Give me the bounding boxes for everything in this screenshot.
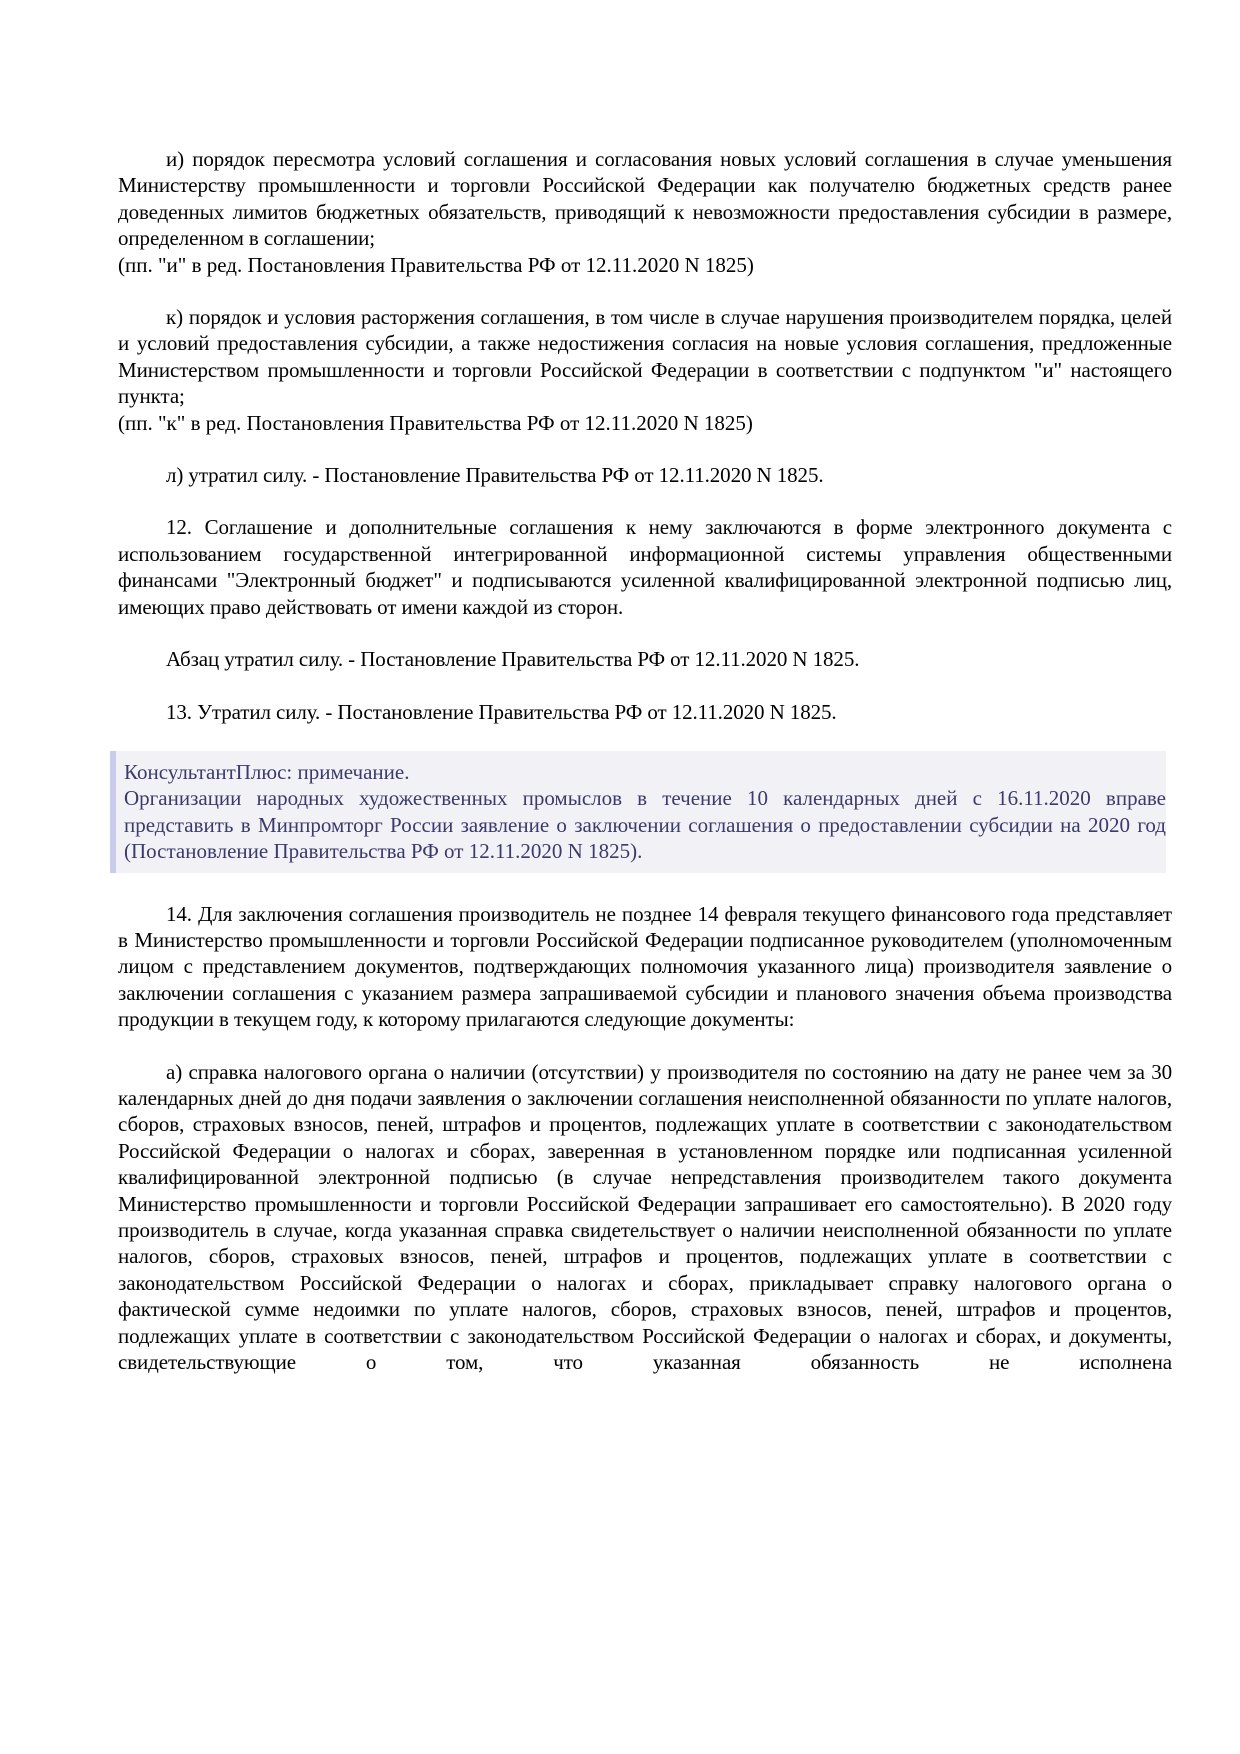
item-i-amendment-ref[interactable]: (пп. "и" в ред. Постановления Правительства РФ от 12.11.2020 N 1825) xyxy=(118,252,754,277)
note-body: Организации народных художественных промыслов в течение 10 календарных дней с 16.11.2020 вправе представить в Минпромторг России заявление о заключении соглашения о предоставлении субсидии на 2020 год (Постановление Правительства РФ от 12.11.2020 N 1825). xyxy=(124,786,1166,864)
item-l-text: л) утратил силу. - Постановление Правительства РФ от 12.11.2020 N 1825. xyxy=(166,463,824,488)
item-k-amendment-ref[interactable]: (пп. "к" в ред. Постановления Правительства РФ от 12.11.2020 N 1825) xyxy=(118,410,753,435)
note-title: КонсультантПлюс: примечание. xyxy=(124,759,410,784)
clause-14-text: 14. Для заключения соглашения производитель не позднее 14 февраля текущего финансового года представляет в Министерство промышленности и торговли Российской Федерации подписанное руководителем (уполномоченным лицом с представлением документов, подтверждающих полномочия указанного лица) производителя заявление о заключении соглашения с указанием размера запрашиваемой субсидии и планового значения объема производства продукции в текущем году, к которому прилагаются следующие документы: xyxy=(118,901,1172,1032)
item-i-text: и) порядок пересмотра условий соглашения и согласования новых условий соглашения в случае уменьшения Министерству промышленности и торговли Российской Федерации как получателю бюджетных средств ранее доведенных лимитов бюджетных обязательств, приводящий к невозможности предоставления субсидии в размере, определенном в соглашении; xyxy=(118,147,1172,251)
clause-12-repealed-paragraph: Абзац утратил силу. - Постановление Правительства РФ от 12.11.2020 N 1825. xyxy=(166,647,860,672)
clause-12-text: 12. Соглашение и дополнительные соглашения к нему заключаются в форме электронного документа с использованием государственной интегрированной информационной системы управления общественными финансами "Электронный бюджет" и подписываются усиленной квалифицированной электронной подписью лиц, имеющих право действовать от имени каждой из сторон. xyxy=(118,515,1172,619)
consultant-plus-note xyxy=(110,751,1166,873)
item-k-text: к) порядок и условия расторжения соглашения, в том числе в случае нарушения производителем порядка, целей и условий предоставления субсидии, а также недостижения согласия на новые условия соглашения, предложенные Министерством промышленности и торговли Российской Федерации в соответствии с подпунктом "и" настоящего пункта; xyxy=(118,305,1172,409)
clause-13-text: 13. Утратил силу. - Постановление Правительства РФ от 12.11.2020 N 1825. xyxy=(166,699,837,724)
clause-14-a-text: а) справка налогового органа о наличии (отсутствии) у производителя по состоянию на дату не ранее чем за 30 календарных дней до дня подачи заявления о заключении соглашения неисполненной обязанности по уплате налогов, сборов, страховых взносов, пеней, штрафов и процентов, подлежащих уплате в соответствии с законодательством Российской Федерации о налогах и сборах, заверенная в установленном порядке или подписанная усиленной квалифицированной электронной подписью (в случае непредставления производителем такого документа Министерство промышленности и торговли Российской Федерации запрашивает его самостоятельно). В 2020 году производитель в случае, когда указанная справка свидетельствует о наличии неисполненной обязанности по уплате налогов, сборов, страховых взносов, пеней, штрафов и процентов, подлежащих уплате в соответствии с законодательством Российской Федерации о налогах и сборах, прикладывает справку налогового органа о фактической сумме недоимки по уплате налогов, сборов, страховых взносов, пеней, штрафов и процентов, подлежащих уплате в соответствии с законодательством Российской Федерации о налогах и сборах, и документы, свидетельствующие о том, что указанная обязанность не исполнена xyxy=(118,1059,1172,1375)
document-page xyxy=(118,146,1172,1375)
